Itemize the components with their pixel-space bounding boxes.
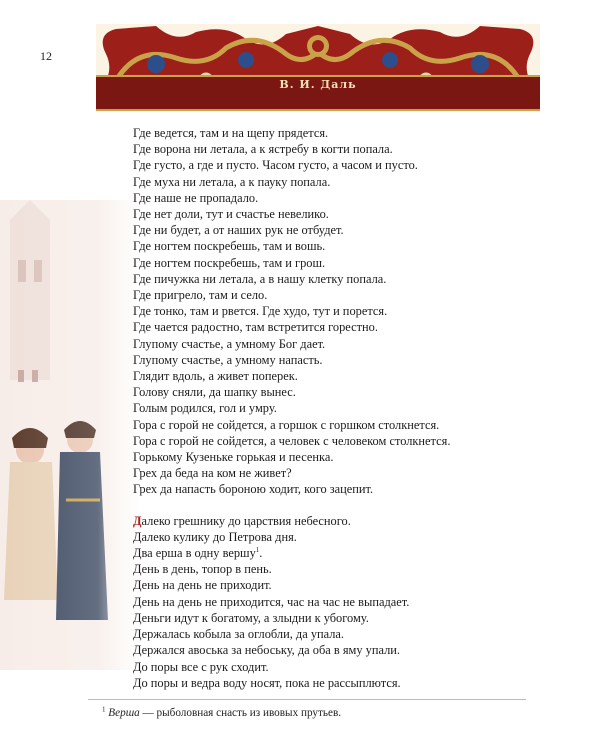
footnote-definition: — рыболовная снасть из ивовых прутьев. — [139, 707, 342, 719]
proverb-line — [133, 513, 573, 529]
proverb-line: Горькому Кузеньке горькая и песенка. — [133, 450, 334, 465]
proverb-line: Где ворона ни летала, а к ястребу в когти попала. — [133, 142, 393, 157]
proverb-line: Голым родился, гол и умру. — [133, 401, 277, 416]
proverb-line: Где ногтем поскребешь, там и грош. — [133, 255, 326, 270]
footnote — [102, 707, 341, 719]
paragraph-gap — [133, 498, 573, 513]
proverbs-block-1 — [133, 125, 573, 498]
proverb-line: Где чается радостно, там встретится горестно. — [133, 320, 378, 335]
footnote-ref[interactable]: 1 — [255, 545, 260, 554]
proverb-line: До поры все с рук сходит. — [133, 659, 269, 674]
proverb-line: Глупому счастье, а умному Бог дает. — [133, 336, 326, 351]
footnote-divider — [88, 699, 526, 700]
page-number: 12 — [40, 49, 52, 63]
proverb-line: Гора с горой не сойдется, а горшок с горшком столкнется. — [133, 417, 440, 432]
footnote-term: Верша — [108, 707, 140, 719]
folk-illustration-icon — [0, 200, 140, 670]
footnote-marker: 1 — [102, 705, 106, 714]
proverb-line: Глупому счастье, а умному напасть. — [133, 352, 323, 367]
header-title: В. И. Даль — [279, 78, 357, 91]
proverb-text: алеко грешнику до царствия небесного. — [141, 513, 351, 528]
proverb-line: Где ни будет, а от наших рук не отбудет. — [133, 223, 344, 238]
proverb-line: До поры и ведра воду носят, пока не рассыплются. — [133, 675, 401, 690]
proverb-line — [133, 545, 573, 561]
proverbs-text — [133, 125, 573, 691]
proverb-line: День на день не приходит. — [133, 578, 272, 593]
proverb-line: Где муха ни летала, а к пауку попала. — [133, 174, 331, 189]
proverb-line: Где наше не пропадало. — [133, 190, 259, 205]
proverb-line: Держался авоська за небоську, да оба в яму упали. — [133, 643, 400, 658]
proverb-line: Деньги идут к богатому, а злыдни к убогому. — [133, 610, 369, 625]
proverb-line: День на день не приходится, час на час не выпадает. — [133, 594, 410, 609]
proverb-line: Глядит вдоль, а живет поперек. — [133, 369, 298, 384]
proverb-line: Где ногтем поскребешь, там и вошь. — [133, 239, 326, 254]
proverb-line: Грех да напасть бороною ходит, кого зацепит. — [133, 482, 374, 497]
dropcap: Д — [133, 513, 142, 528]
proverb-line: Гора с горой не сойдется, а человек с человеком столкнется. — [133, 433, 451, 448]
proverb-punct: . — [259, 546, 263, 561]
proverb-line: Где тонко, там и рвется. Где худо, тут и порется. — [133, 304, 388, 319]
proverb-line: Держалась кобыла за оглобли, да упала. — [133, 627, 345, 642]
header-ornament-icon — [96, 24, 540, 112]
proverb-line: Где нет доли, тут и счастье невелико. — [133, 207, 329, 222]
proverb-line: Где пригрело, там и село. — [133, 288, 268, 303]
proverb-text: Два ерша в одну вершу — [133, 546, 256, 561]
proverb-line: Грех да беда на ком не живет? — [133, 466, 292, 481]
proverb-line: Голову сняли, да шапку вынес. — [133, 385, 296, 400]
proverb-line: Где пичужка ни летала, а в нашу клетку попала. — [133, 271, 387, 286]
proverb-line: День в день, топор в пень. — [133, 562, 272, 577]
proverb-line: Где ведется, там и на щепу прядется. — [133, 126, 329, 140]
proverb-line: Где густо, а где и пусто. Часом густо, а часом и пусто. — [133, 158, 418, 173]
proverb-line: Далеко кулику до Петрова дня. — [133, 529, 297, 544]
proverbs-block-2 — [133, 513, 573, 691]
